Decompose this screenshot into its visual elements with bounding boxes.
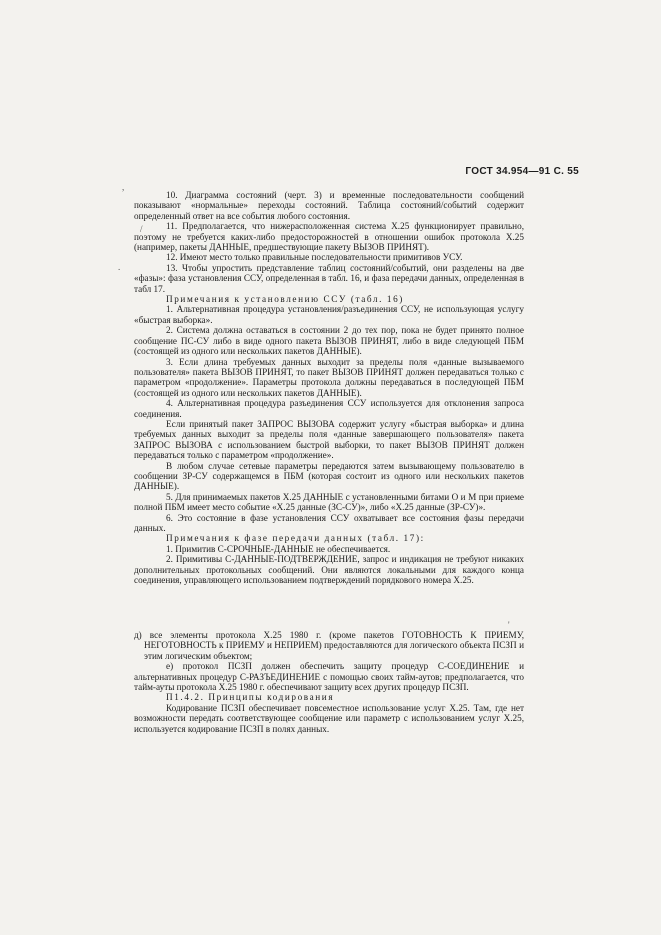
paragraph: Примечания к установлению ССУ (табл. 16): [166, 294, 404, 305]
scan-mark: /: [140, 224, 143, 234]
paragraph: 6. Это состояние в фазе установления ССУ охватывает все состояния фазы передачи данных.: [134, 512, 524, 533]
paragraph: 4. Альтернативная процедура разъединения ССУ используется для отклонения запроса соединения.: [134, 398, 524, 419]
paragraph: 5. Для принимаемых пакетов X.25 ДАННЫЕ с установленными битами О и М при приеме полной ПБМ имеет место событие «X.25 данные (ЗС-СУ)», либо «X.25 данные (ЗР-СУ)».: [134, 491, 524, 513]
paragraph: 2. Система должна оставаться в состоянии 2 до тех пор, пока не будет принято полное сообщение ПС-СУ либо в виде одного пакета ВЫЗОВ ПРИНЯТ, либо в виде следующей ПБМ (состоящей из одного или нескольких пакетов ДАННЫЕ).: [134, 325, 524, 357]
scan-mark: .: [118, 262, 121, 272]
paragraph: Кодирование ПСЗП обеспечивает повсеместное использование услуг X.25. Там, где нет возможности передать соответствующее сообщение или параметр с использованием услуг X.25, используется кодирование ПСЗП в полях данных.: [134, 702, 524, 734]
paragraph: П1.4.2. Принципы кодирования: [166, 692, 335, 703]
paragraph: 12. Имеют место только правильные последовательности примитивов УСУ.: [166, 252, 463, 263]
paragraph: е) протокол ПСЗП должен обеспечить защиту процедур С-СОЕДИНЕНИЕ и альтернативных процедур С-РАЗЪЕДИНЕНИЕ с помощью своих тайм-аутов; предполагается, что тайм-ауты протокола X.25 1980 г. обеспечивают защиту всех других процедур ПСЗП.: [134, 661, 524, 693]
page-header: ГОСТ 34.954—91 С. 55: [465, 166, 579, 177]
paragraph: 3. Если длина требуемых данных выходит за пределы поля «данные вызываемого пользователя» пакета ВЫЗОВ ПРИНЯТ, то пакет ВЫЗОВ ПРИНЯТ должен передаваться только с параметром «продолжение». Параметры протокола должны передаваться в последующей ПБМ (состоящей из одного или нескольких пакетов ДАННЫЕ).: [134, 356, 524, 398]
text-block-upper: [134, 190, 524, 585]
paragraph: 11. Предполагается, что нижерасположенная система X.25 функционирует правильно, поэтому не требуется каких-либо предосторожностей в отношении ошибок протокола X.25 (например, пакеты ДАННЫЕ, предшествующие пакету ВЫЗОВ ПРИНЯТ).: [134, 221, 524, 253]
paragraph: 1. Альтернативная процедура установления/разъединения ССУ, не использующая услугу «быстрая выборка».: [134, 304, 524, 325]
paragraph: 10. Диаграмма состояний (черт. 3) и временные последовательности сообщений показывают «нормальные» переходы состояний. Таблица состояний/событий содержит определенный ответ на все события любого состояния.: [134, 190, 524, 221]
paragraph: В любом случае сетевые параметры передаются затем вызывающему пользователю в сообщении ЗР-СУ содержащемся в ПБМ (которая состоит из одного или нескольких пакетов ДАННЫЕ).: [134, 460, 524, 492]
paragraph: Если принятый пакет ЗАПРОС ВЫЗОВА содержит услугу «быстрая выборка» и длина требуемых данных выходит за пределы поля «данные завершающего пользователя» пакета ЗАПРОС ВЫЗОВА с использованием быстрой выборки, то пакет ВЫЗОВ ПРИНЯТ должен передаваться только с параметром «продолжение».: [134, 418, 524, 461]
paragraph: Примечания к фазе передачи данных (табл. 17):: [166, 533, 425, 544]
paragraph: д) все элементы протокола X.25 1980 г. (кроме пакетов ГОТОВНОСТЬ К ПРИЕМУ, НЕГОТОВНОСТЬ к ПРИЕМУ и НЕПРИЕМ) предоставляются для логического объекта ПСЗП и этим логическим объектом;: [134, 630, 524, 661]
scan-mark: ': [508, 620, 510, 630]
paragraph: 1. Примитив С-СРОЧНЫЕ-ДАННЫЕ не обеспечивается.: [166, 543, 391, 554]
paragraph: 13. Чтобы упростить представление таблиц состояний/событий, они разделены на две «фазы»: фаза установления ССУ, определенная в табл. 16, и фаза передачи данных, определенная в табл 17.: [134, 262, 524, 294]
paragraph: 2. Примитивы С-ДАННЫЕ-ПОДТВЕРЖДЕНИЕ, запрос и индикация не требуют никаких дополнительных протокольных сообщений. Они являются локальными для каждого конца соединения, управляющего использованием подтверждений порядкового номера X.25.: [134, 554, 524, 586]
text-block-lower: [134, 630, 524, 734]
scan-mark: ,: [122, 182, 125, 192]
